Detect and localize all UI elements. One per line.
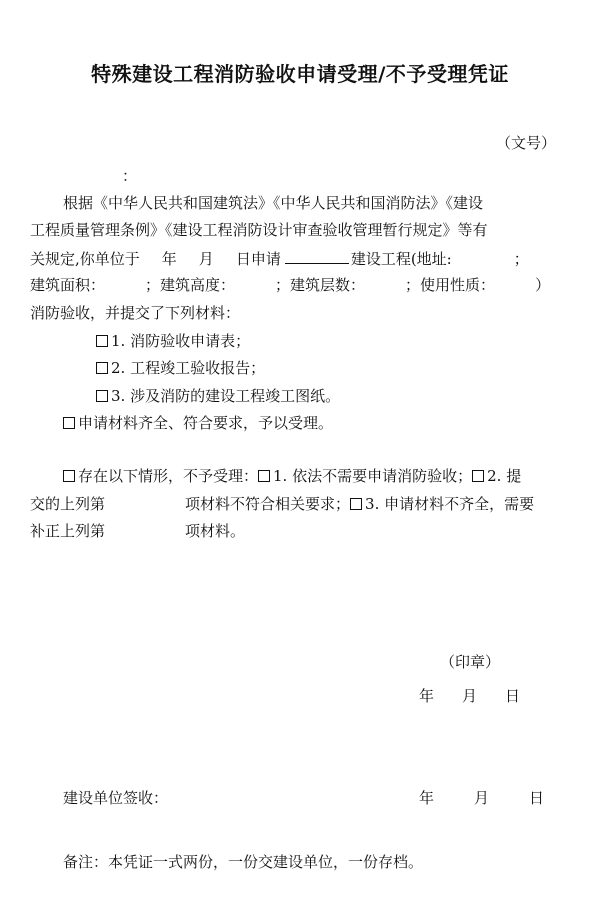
apply-month: 月 <box>198 250 214 268</box>
signature-label: 建设单位签收： <box>63 789 169 807</box>
checkbox[interactable] <box>96 390 108 402</box>
date-2-month: 月 <box>474 789 490 807</box>
checkbox[interactable] <box>96 362 108 374</box>
reject-line-1 <box>63 466 521 486</box>
date-1-month: 月 <box>462 687 478 705</box>
apply-year: 年 <box>161 250 177 268</box>
usage-nature-label: ；使用性质： <box>405 276 496 294</box>
body-line-3 <box>30 248 529 269</box>
project-name-blank <box>285 248 349 264</box>
apply-day: 日申请 <box>235 250 281 268</box>
reject-reason-3: 3. 申请材料不齐全，需要 <box>365 495 535 513</box>
doc-number: （文号） <box>496 134 557 152</box>
material-label: 2. 工程竣工验收报告； <box>111 359 266 377</box>
body-line-4-end: ） <box>535 276 551 294</box>
reject-line-2 <box>30 494 534 514</box>
reject-line-2-a: 交的上列第 <box>30 495 106 513</box>
reject-label: 存在以下情形，不予受理： <box>78 467 259 485</box>
accept-label: 申请材料齐全、符合要求，予以受理。 <box>78 414 334 432</box>
date-1-day: 日 <box>505 687 521 705</box>
body-line-3-b: 建设工程(地址: <box>350 250 452 268</box>
date-2 <box>419 788 544 808</box>
material-label: 1. 消防验收申请表； <box>111 332 251 350</box>
reject-reason-2-checkbox[interactable] <box>472 470 484 482</box>
document-title: 特殊建设工程消防验收申请受理/不予受理凭证 <box>91 62 509 86</box>
building-floors-label: ；建筑层数： <box>275 276 366 294</box>
body-line-1: 根据《中华人民共和国建筑法》《中华人民共和国消防法》《建设 <box>63 194 484 212</box>
material-item-1 <box>96 331 250 351</box>
reject-line-3 <box>30 521 245 541</box>
reject-line-2-b: 项材料不符合相关要求； <box>185 495 351 513</box>
material-label: 3. 涉及消防的建设工程竣工图纸。 <box>111 387 341 405</box>
date-1 <box>419 686 520 706</box>
note: 备注：本凭证一式两份，一份交建设单位，一份存档。 <box>63 853 424 871</box>
reject-reason-1-checkbox[interactable] <box>258 470 270 482</box>
accept-checkbox[interactable] <box>63 417 75 429</box>
seal-label: （印章） <box>440 653 501 671</box>
reject-reason-1: 1. 依法不需要申请消防验收； <box>273 467 473 485</box>
material-item-2 <box>96 358 265 378</box>
material-item-3 <box>96 386 340 406</box>
body-line-3-end: ； <box>513 250 529 268</box>
date-2-day: 日 <box>529 789 545 807</box>
date-1-year: 年 <box>419 687 435 705</box>
reject-line-3-a: 补正上列第 <box>30 522 106 540</box>
body-line-3-a: 关规定,你单位于 <box>30 250 140 268</box>
reject-checkbox[interactable] <box>63 470 75 482</box>
date-2-year: 年 <box>419 789 435 807</box>
body-line-5: 消防验收，并提交了下列材料： <box>30 304 241 322</box>
building-area-label: 建筑面积： <box>30 276 106 294</box>
checkbox[interactable] <box>96 335 108 347</box>
reject-reason-2-start: 2. 提 <box>487 467 522 485</box>
reject-reason-3-checkbox[interactable] <box>350 498 362 510</box>
reject-line-3-b: 项材料。 <box>185 522 246 540</box>
body-line-4 <box>30 275 550 295</box>
accept-option <box>63 413 333 433</box>
addressee-colon: ： <box>122 167 138 185</box>
building-height-label: ；建筑高度： <box>145 276 236 294</box>
body-line-2: 工程质量管理条例》《建设工程消防设计审查验收管理暂行规定》等有 <box>30 221 488 239</box>
